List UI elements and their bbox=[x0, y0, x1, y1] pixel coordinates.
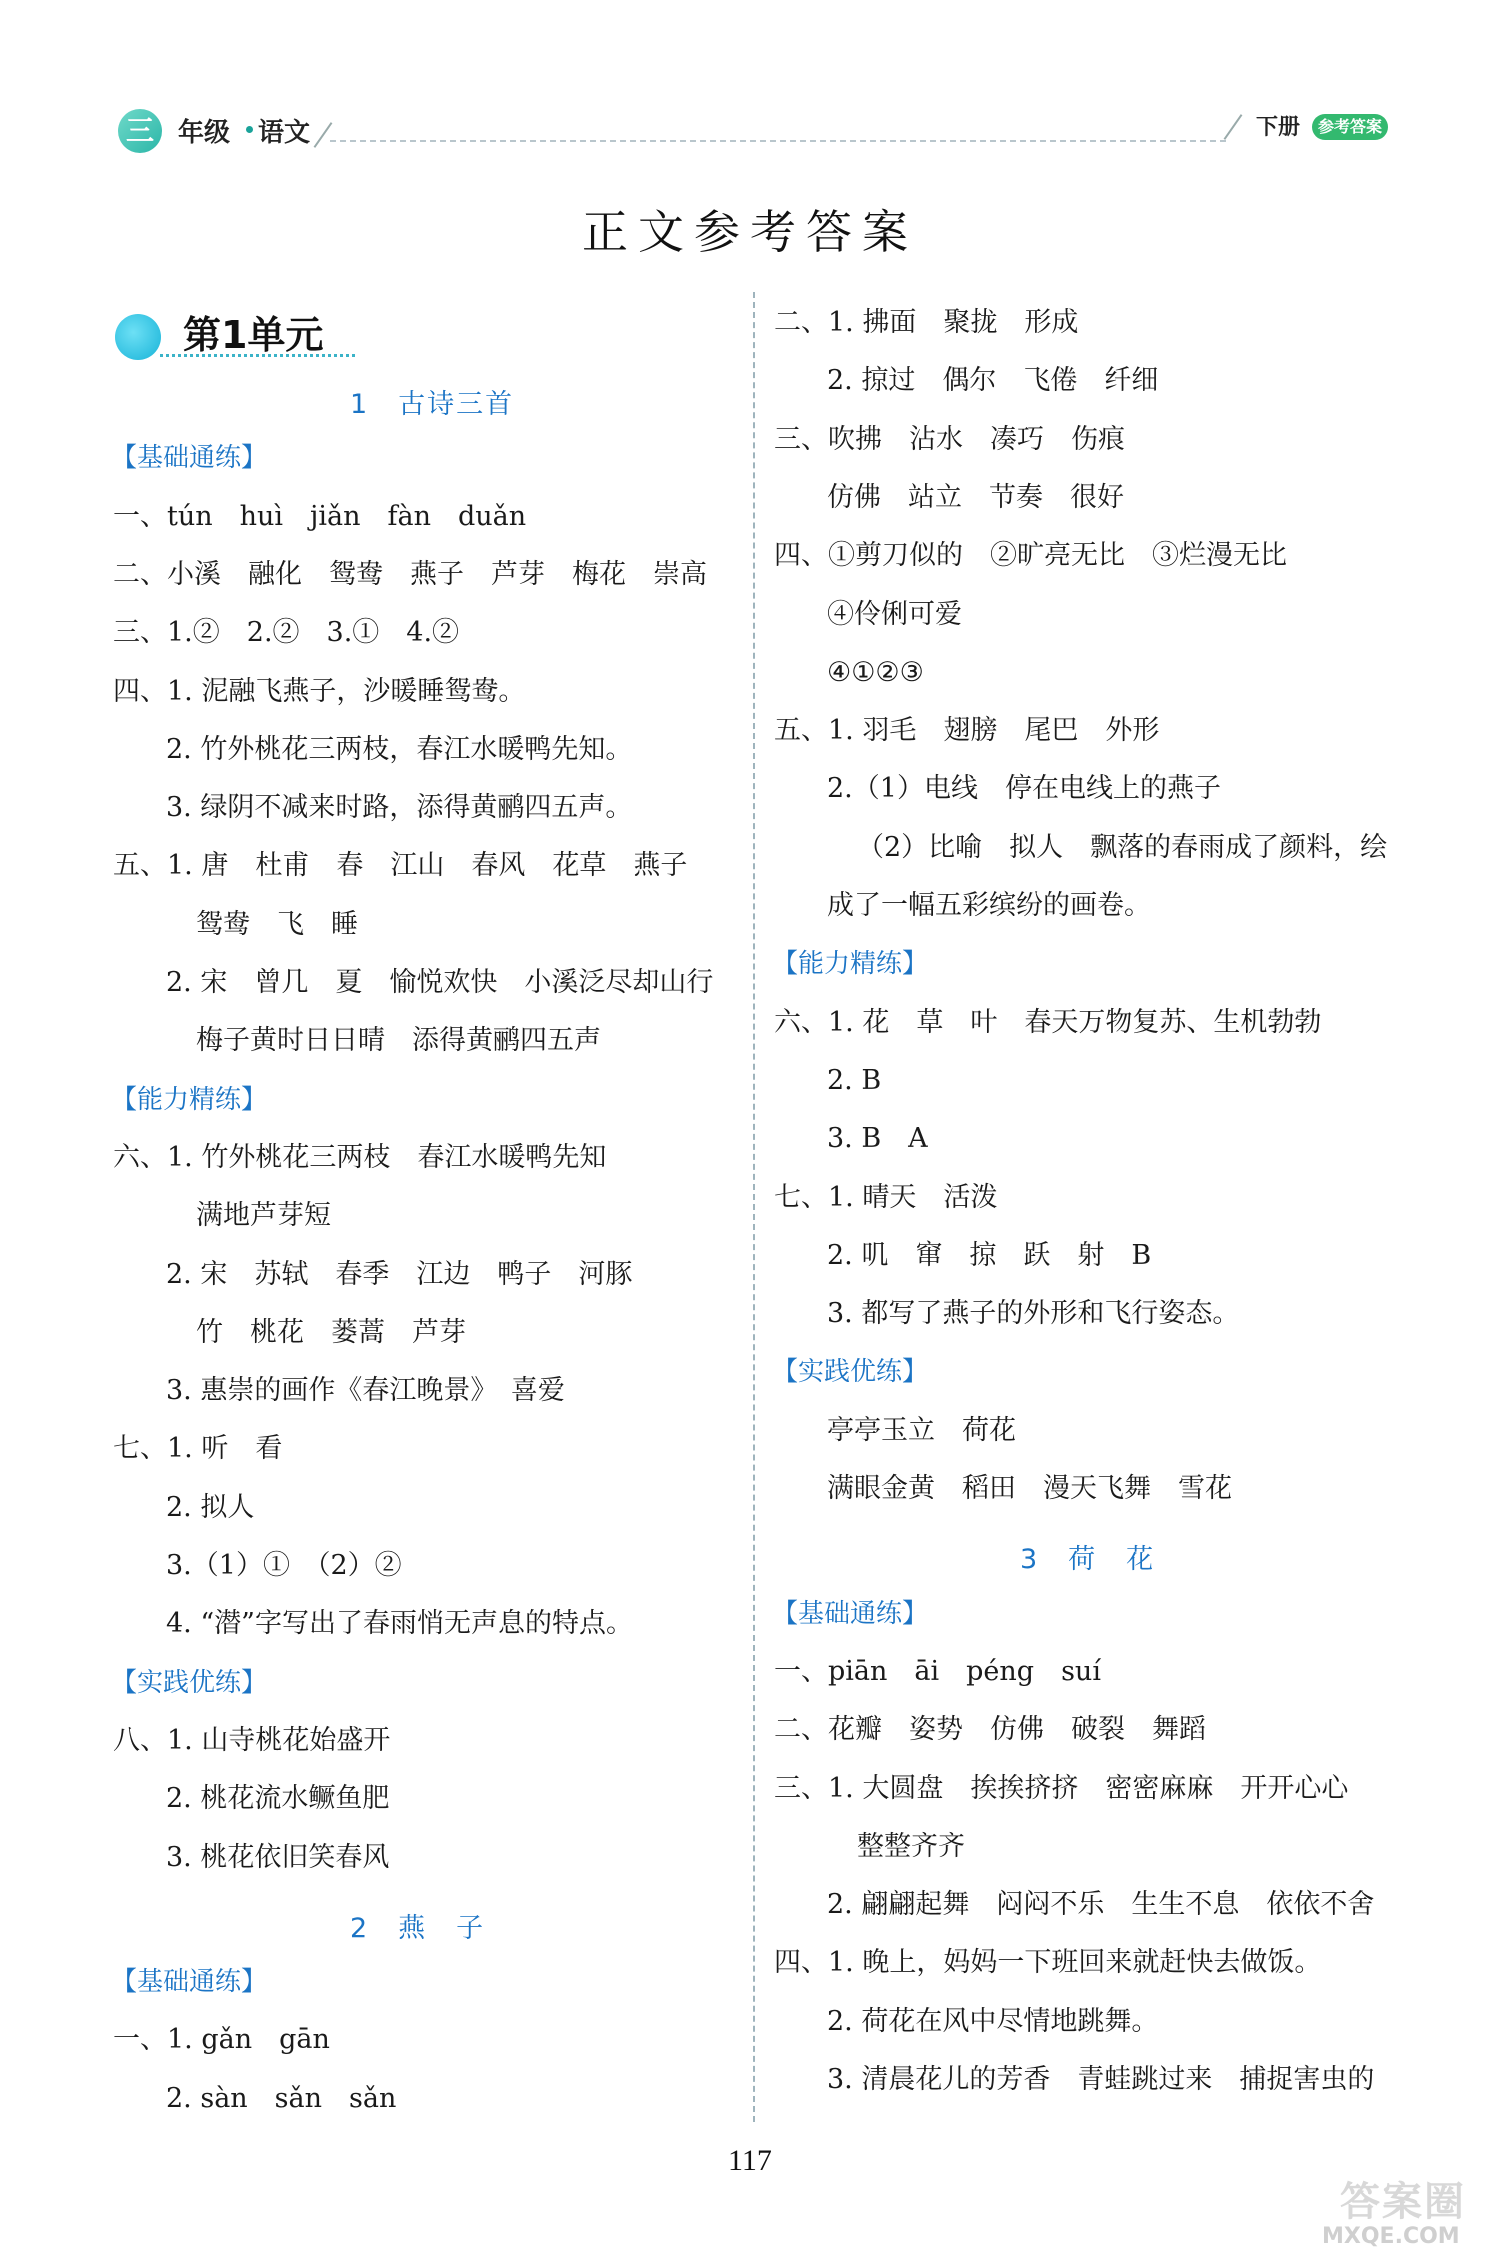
section-heading: 【能力精练】 bbox=[772, 949, 929, 980]
answer-line: 3. 绿阴不减来时路，添得黄鹂四五声。 bbox=[166, 792, 633, 824]
answer-line: 满地芦芽短 bbox=[196, 1200, 331, 1232]
answer-line: ④①②③ bbox=[827, 656, 924, 688]
answer-line: 2. B bbox=[827, 1064, 882, 1096]
header-slash-right bbox=[1224, 114, 1243, 140]
lesson-title: 1 古诗三首 bbox=[350, 389, 515, 420]
unit-circle-icon bbox=[115, 314, 161, 360]
answer-line: 梅子黄时日日晴 添得黄鹂四五声 bbox=[196, 1025, 601, 1057]
column-divider bbox=[753, 292, 755, 2122]
answer-line: 3. 都写了燕子的外形和飞行姿态。 bbox=[827, 1298, 1240, 1330]
answer-line: 3. 惠崇的画作《春江晚景》 喜爱 bbox=[166, 1375, 565, 1407]
answer-line: 2. 桃花流水鳜鱼肥 bbox=[166, 1783, 390, 1815]
answer-line: 亭亭玉立 荷花 bbox=[827, 1414, 1016, 1446]
answer-line: 2. 宋 曾几 夏 愉悦欢快 小溪泛尽却山行 bbox=[166, 967, 714, 998]
answer-line: 2. 荷花在风中尽情地跳舞。 bbox=[827, 2005, 1159, 2037]
answer-line: 一、1. gǎn gān bbox=[113, 2024, 330, 2056]
section-heading: 【能力精练】 bbox=[111, 1084, 268, 1115]
answer-line: 八、1. 山寺桃花始盛开 bbox=[113, 1724, 391, 1756]
answer-line: 4. “潜”字写出了春雨悄无声息的特点。 bbox=[166, 1608, 633, 1640]
page-number: 117 bbox=[728, 2144, 772, 2177]
page-title: 正文参考答案 bbox=[582, 205, 918, 259]
answer-line: 竹 桃花 蒌蒿 芦芽 bbox=[196, 1316, 466, 1348]
watermark-logo: 答案圈 bbox=[1340, 2179, 1466, 2225]
answer-line: 三、吹拂 沾水 凑巧 伤痕 bbox=[774, 423, 1125, 455]
answer-line: 整整齐齐 bbox=[857, 1830, 965, 1862]
header-separator-dot bbox=[246, 126, 253, 133]
answer-line: 一、tún huì jiǎn fàn duǎn bbox=[113, 500, 527, 532]
answer-line: 2. 翩翩起舞 闷闷不乐 生生不息 依依不舍 bbox=[827, 1889, 1375, 1921]
section-heading: 【实践优练】 bbox=[772, 1357, 929, 1388]
section-heading: 【基础通练】 bbox=[111, 1967, 268, 1998]
answer-line: 六、1. 花 草 叶 春天万物复苏、生机勃勃 bbox=[774, 1006, 1322, 1038]
answer-line: 2. 拟人 bbox=[166, 1491, 255, 1523]
answer-line: 3.（1）① （2）② bbox=[166, 1550, 402, 1581]
answer-line: 五、1. 唐 杜甫 春 江山 春风 花草 燕子 bbox=[113, 850, 688, 882]
watermark-url: MXQE.COM bbox=[1322, 2224, 1460, 2249]
answer-line: 五、1. 羽毛 翅膀 尾巴 外形 bbox=[774, 715, 1160, 747]
answer-line: 七、1. 晴天 活泼 bbox=[774, 1181, 998, 1213]
answer-line: 六、1. 竹外桃花三两枝 春江水暖鸭先知 bbox=[113, 1141, 607, 1173]
unit-underline bbox=[160, 354, 355, 357]
section-heading: 【实践优练】 bbox=[111, 1667, 268, 1698]
answer-line: 2. 竹外桃花三两枝，春江水暖鸭先知。 bbox=[166, 733, 633, 765]
section-heading: 【基础通练】 bbox=[111, 443, 268, 474]
section-heading: 【基础通练】 bbox=[772, 1598, 929, 1629]
answer-line: 四、①剪刀似的 ②旷亮无比 ③烂漫无比 bbox=[774, 540, 1287, 572]
answer-line: 2. sàn sǎn sǎn bbox=[166, 2082, 397, 2114]
header-answer-tag: 参考答案 bbox=[1312, 114, 1388, 140]
answer-line: 三、1.② 2.② 3.① 4.② bbox=[113, 617, 460, 649]
header-slash-left bbox=[314, 122, 333, 148]
answer-line: 2. 掠过 偶尔 飞倦 纤细 bbox=[827, 365, 1159, 397]
answer-line: 3. 清晨花儿的芳香 青蛙跳过来 捕捉害虫的 bbox=[827, 2064, 1375, 2095]
header-subject: 语文 bbox=[258, 118, 311, 148]
answer-line: 满眼金黄 稻田 漫天飞舞 雪花 bbox=[827, 1473, 1232, 1504]
header-rule bbox=[330, 140, 1226, 142]
answer-line: 3. 桃花依旧笑春风 bbox=[166, 1841, 390, 1873]
answer-line: 三、1. 大圆盘 挨挨挤挤 密密麻麻 开开心心 bbox=[774, 1772, 1349, 1804]
answer-line: 3. B A bbox=[827, 1123, 928, 1155]
grade-badge: 三 bbox=[118, 109, 162, 153]
answer-line: 二、1. 拂面 聚拢 形成 bbox=[774, 307, 1079, 338]
answer-line: 仿佛 站立 节奏 很好 bbox=[827, 481, 1124, 513]
answer-line: 二、小溪 融化 鸳鸯 燕子 芦芽 梅花 崇高 bbox=[113, 558, 707, 590]
answer-line: ④伶俐可爱 bbox=[827, 598, 962, 630]
answer-line: 四、1. 晚上，妈妈一下班回来就赶快去做饭。 bbox=[774, 1947, 1322, 1979]
answer-line: 二、花瓣 姿势 仿佛 破裂 舞蹈 bbox=[774, 1714, 1206, 1746]
answer-line: 2. 叽 窜 掠 跃 射 B bbox=[827, 1239, 1152, 1271]
answer-line: （2）比喻 拟人 飘落的春雨成了颜料，绘 bbox=[857, 831, 1388, 863]
unit-heading: 第1单元 bbox=[183, 313, 324, 357]
answer-line: 四、1. 泥融飞燕子，沙暖睡鸳鸯。 bbox=[113, 675, 526, 707]
header-grade: 年级 bbox=[178, 118, 231, 148]
answer-line: 七、1. 听 看 bbox=[113, 1433, 283, 1465]
answer-line: 2.（1）电线 停在电线上的燕子 bbox=[827, 773, 1221, 805]
lesson-title: 3 荷 花 bbox=[1020, 1544, 1156, 1576]
answer-line: 一、piān āi péng suí bbox=[774, 1655, 1101, 1687]
answer-line: 2. 宋 苏轼 春季 江边 鸭子 河豚 bbox=[166, 1258, 633, 1290]
answer-line: 成了一幅五彩缤纷的画卷。 bbox=[827, 890, 1151, 921]
answer-line: 鸳鸯 飞 睡 bbox=[196, 908, 358, 940]
header-volume: 下册 bbox=[1256, 115, 1301, 140]
lesson-title: 2 燕 子 bbox=[350, 1912, 486, 1944]
